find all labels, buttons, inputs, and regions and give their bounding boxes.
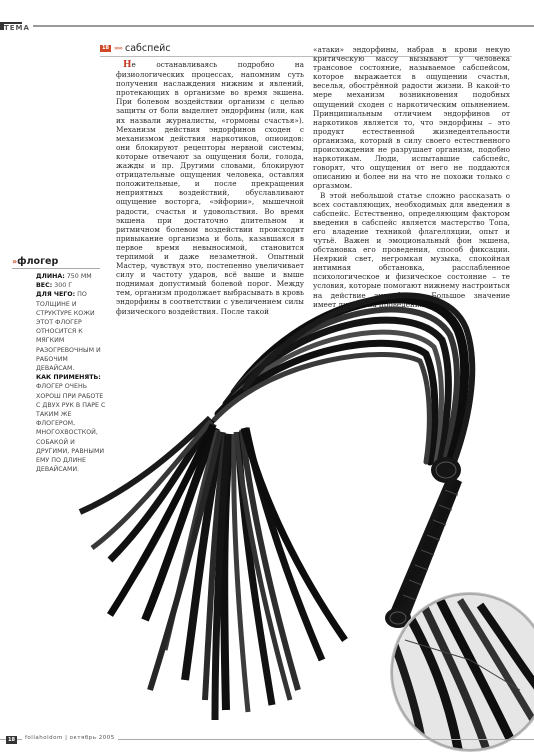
flogger-handle: [385, 457, 462, 628]
spec-usage: КАК ПРИМЕНЯТЬ: ФЛОГЕР ОЧЕНЬ ХОРОШ ПРИ РАБОТЕ С ДВУХ РУК В ПАРЕ С ТАКИМ ЖЕ ФЛОГЕРОМ, МНОГОХВОСТКОЙ, СОБАКОЙ И ДРУГИМИ, РАВНЫМИ ЕМУ ПО ДЛИНЕ ДЕВАЙСАМИ.: [36, 374, 106, 474]
paragraph-text: е останавливаясь подробно на физиологических процессах, напомним суть получения наслаждения нижним и явлений, протекающих в организме во время экшена. При болевом воздействии организм с целью защиты от боли выделяет эндорфины (или, как их назвали журналисты, «гормоны счастья»). Механизм действия эндорфинов сходен с механизмом действия наркотиков, опиоидов: они блокируют рецепторы нервной системы, которые отвечают за ощущения боли, голода, жажды и пр. Другими словами, блокируют отрицательные ощущения человека, оставляя положительные, и после прекращения неприятных воздействий, обуславливают ощущение восторга, «эйфории», мышечной радости, счастья и удовольствия. Во время экшена при достаточно длительном и ритмичном болевом воздействии происходит привыкание организма и боль, казавшаяся в первое время невыносимой, становится терпимой и даже незаметной. Опытный Мастер, чувствуя это, постепенно увеличивает силу и частоту ударов, всё выше и выше поднимая допустимый болевой порог. Между тем, организм продолжает выбрасывать в кровь эндорфины в соответствии с увеличением силы физического воздействия. После такой: [116, 60, 304, 316]
detail-inset: [385, 592, 534, 754]
product-specs: [36, 272, 106, 474]
magazine-issue: follaholdom | октябрь 2005: [22, 735, 118, 741]
chevrons-icon: »: [12, 257, 16, 266]
header-bar: [0, 22, 534, 30]
sidebar-heading: [12, 256, 58, 267]
flogger-tails-loop: [214, 295, 472, 462]
spec-length: ДЛИНА: 750 ММ: [36, 273, 92, 280]
article-paragraph: «атаки» эндорфины, набрав в крови некую критическую массу вызывают у человека трансовое состояние, называемое сабспейсом, которое выражается в ощущении счастья, веселья, обострённой радости жизни. В какой-то мере механизм возникновения подобных ощущений сходен с наркотическим опьянением. Принципиальным отличием эндорфинов от наркотиков является то, что эндорфины – это продукт естественной жизнедеятельности организма, который в силу своего естественного происхождения не разрушает организм, подобно наркотикам. Люди, испытавшие сабспейс, говорят, что ощущения от него не поддаются описанию и более ни на что не похожи только с оргазмом.: [313, 45, 510, 191]
flogger-tails-fall: [80, 418, 345, 720]
sidebar-rule: [12, 268, 100, 269]
page-badge: 18: [102, 45, 109, 51]
page-footer: [0, 735, 534, 747]
header-rule: [22, 25, 534, 27]
article-paragraph: [116, 60, 304, 316]
section-tag: ТЕМА: [4, 24, 33, 32]
article-column-2: [313, 45, 510, 309]
article-paragraph: В этой небольшой статье сложно рассказать о всех составляющих, необходимых для введения в сабспейс. Естественно, определяющим фактором введения в сабспейс является мастерство Топа, его владение техникой флагелляции, опыт и чутьё. Важен и эмоциональный фон экшена, обстановка его проведения, способ фиксации. Неяркий свет, негромкая музыка, спокойная интимная обстановка, расслабленное психологическое и физическое состояние – те условия, которые помогают нижнему настроиться на действие эндорфинов. Большое значение имеет динамика проведения: [313, 190, 510, 309]
article-column-1: [116, 60, 304, 316]
sidebar-title: флогер: [17, 256, 59, 267]
spec-purpose: ДЛЯ ЧЕГО: ПО ТОЛЩИНЕ И СТРУКТУРЕ КОЖИ ЭТОТ ФЛОГЕР ОТНОСИТСЯ К МЯГКИМ РАЗОГРЕВОЧНЫМ И РАБОЧИМ ДЕВАЙСАМ.: [36, 291, 101, 373]
chevrons-icon: »»»: [113, 45, 122, 52]
article-heading: [100, 43, 171, 54]
article-title: сабспейс: [124, 43, 171, 54]
spec-weight: ВЕС: 300 Г: [36, 282, 73, 290]
drop-cap: Н: [123, 60, 132, 70]
page-number: 18: [8, 737, 15, 743]
